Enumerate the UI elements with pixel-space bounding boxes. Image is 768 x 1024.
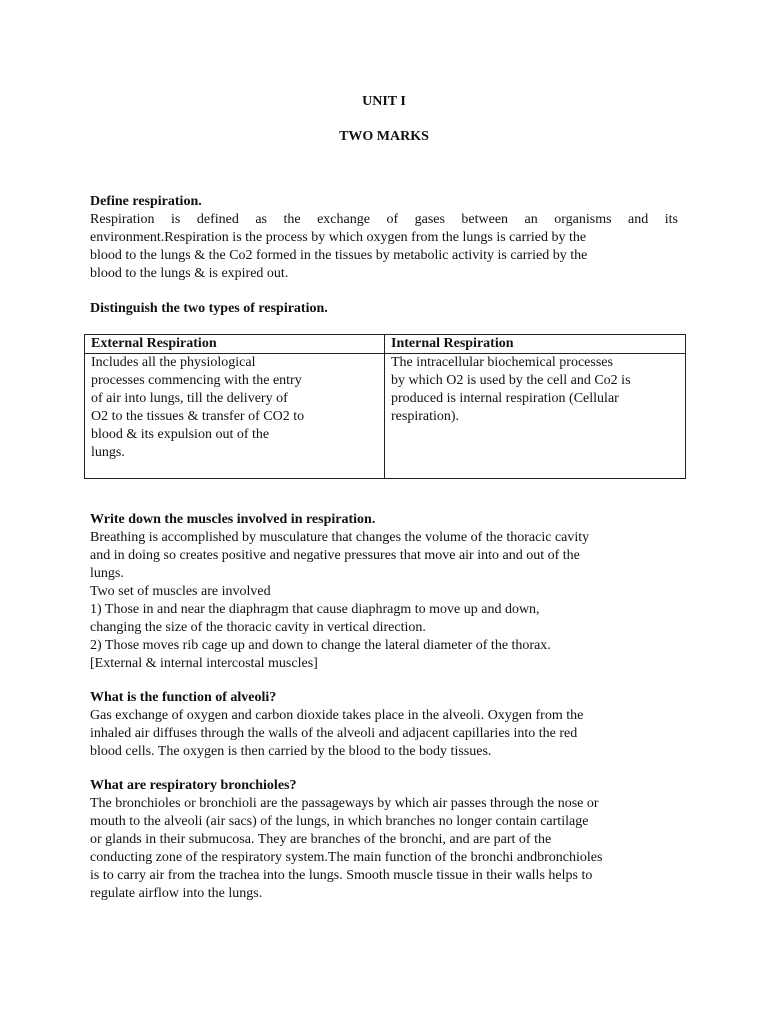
question-heading: Write down the muscles involved in respiration. bbox=[90, 512, 376, 527]
cell-line: lungs. bbox=[91, 445, 125, 460]
answer-line: The bronchioles or bronchioli are the passageways by which air passes through the nose or bbox=[90, 796, 599, 811]
table-cell-internal bbox=[385, 354, 686, 479]
answer-line: conducting zone of the respiratory system.The main function of the bronchi andbronchioles bbox=[90, 850, 603, 865]
answer-line: blood to the lungs & is expired out. bbox=[90, 266, 289, 281]
section-define-respiration bbox=[90, 193, 678, 283]
answer-line: environment.Respiration is the process by which oxygen from the lungs is carried by the bbox=[90, 230, 587, 245]
answer-line: or glands in their submucosa. They are branches of the bronchi, and are part of the bbox=[90, 832, 552, 847]
cell-line: processes commencing with the entry bbox=[91, 373, 302, 388]
table-row bbox=[85, 354, 686, 479]
cell-line: O2 to the tissues & transfer of CO2 to bbox=[91, 409, 305, 424]
section-alveoli bbox=[90, 689, 678, 761]
cell-line: respiration). bbox=[391, 409, 460, 424]
answer-line: blood to the lungs & the Co2 formed in the tissues by metabolic activity is carried by the bbox=[90, 248, 588, 263]
question-heading: What is the function of alveoli? bbox=[90, 690, 277, 705]
answer-line: 2) Those moves rib cage up and down to change the lateral diameter of the thorax. bbox=[90, 638, 551, 653]
answer-line: and in doing so creates positive and negative pressures that move air into and out of the bbox=[90, 548, 580, 563]
answer-line: changing the size of the thoracic cavity in vertical direction. bbox=[90, 620, 426, 635]
cell-line: blood & its expulsion out of the bbox=[91, 427, 270, 442]
cell-line: Includes all the physiological bbox=[91, 355, 256, 370]
answer-line: Gas exchange of oxygen and carbon dioxide takes place in the alveoli. Oxygen from the bbox=[90, 708, 584, 723]
cell-line: The intracellular biochemical processes bbox=[391, 355, 613, 370]
table-header-row bbox=[85, 335, 686, 354]
unit-heading: UNIT I bbox=[362, 94, 406, 109]
answer-line: Breathing is accomplished by musculature that changes the volume of the thoracic cavity bbox=[90, 530, 590, 545]
section-muscles bbox=[90, 511, 678, 673]
question-heading: Distinguish the two types of respiration. bbox=[90, 301, 328, 316]
answer-line: inhaled air diffuses through the walls of the alveoli and adjacent capillaries into the red bbox=[90, 726, 578, 741]
answer-line: mouth to the alveoli (air sacs) of the lungs, in which branches no longer contain cartilage bbox=[90, 814, 589, 829]
table-header-external: External Respiration bbox=[85, 335, 385, 354]
answer-line: blood cells. The oxygen is then carried by the blood to the body tissues. bbox=[90, 744, 492, 759]
cell-line: of air into lungs, till the delivery of bbox=[91, 391, 288, 406]
section-distinguish bbox=[90, 300, 678, 318]
cell-line: produced is internal respiration (Cellular bbox=[391, 391, 619, 406]
table-header-internal: Internal Respiration bbox=[385, 335, 686, 354]
cell-line: by which O2 is used by the cell and Co2 is bbox=[391, 373, 631, 388]
answer-line: is to carry air from the trachea into the lungs. Smooth muscle tissue in their walls helps to bbox=[90, 868, 593, 883]
respiration-types-table bbox=[84, 334, 686, 479]
table-cell-external bbox=[85, 354, 385, 479]
two-marks-heading: TWO MARKS bbox=[339, 129, 429, 144]
answer-line: regulate airflow into the lungs. bbox=[90, 886, 263, 901]
answer-line: Respiration is defined as the exchange of gases between an organisms and its bbox=[90, 212, 678, 227]
answer-line: lungs. bbox=[90, 566, 124, 581]
question-heading: What are respiratory bronchioles? bbox=[90, 778, 297, 793]
answer-line: 1) Those in and near the diaphragm that cause diaphragm to move up and down, bbox=[90, 602, 540, 617]
question-heading: Define respiration. bbox=[90, 194, 202, 209]
section-bronchioles bbox=[90, 777, 678, 903]
answer-line: Two set of muscles are involved bbox=[90, 584, 271, 599]
answer-line: [External & internal intercostal muscles] bbox=[90, 656, 318, 671]
